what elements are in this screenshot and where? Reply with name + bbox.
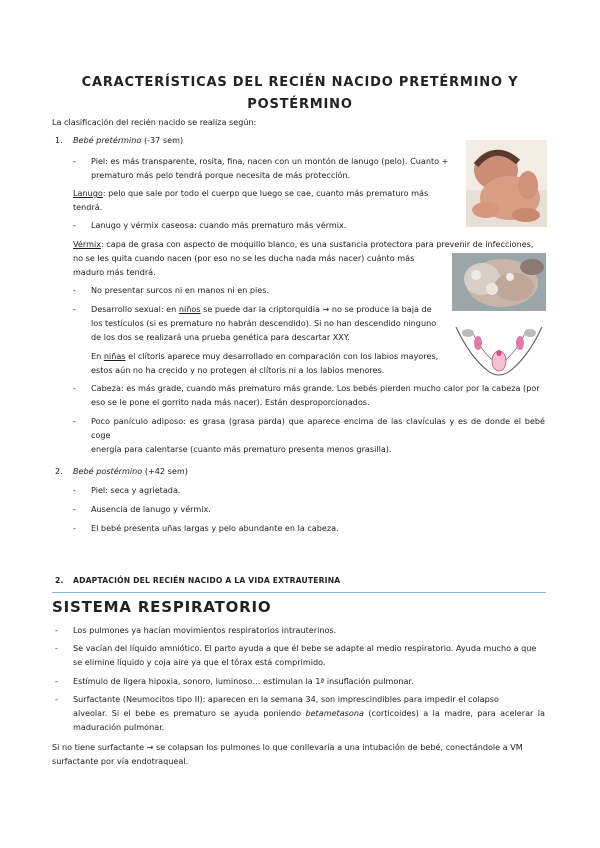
section-2-number: 2. — [55, 466, 63, 476]
closing-paragraph — [52, 740, 545, 768]
head-item — [91, 381, 545, 409]
bullet: - — [73, 156, 76, 166]
respiratory-heading: SISTEMA RESPIRATORIO — [52, 598, 272, 616]
lanugo-term: Lanugo — [73, 188, 103, 198]
lanugo-text: : pelo que sale por todo el cuerpo que luego se cae, cuanto más prematuro más — [102, 188, 429, 198]
respiratory-item2-line-1: Se vacían del líquido amniótico. El parto ayuda a que él bebe se adapte al medio respiratorio. Ayuda mucho a que — [73, 643, 537, 653]
bullet: - — [73, 523, 76, 533]
bullet: - — [73, 285, 76, 295]
bullet: - — [73, 504, 76, 514]
bullet: - — [73, 383, 76, 393]
girls-line-1 — [91, 349, 446, 363]
postterm-item: Piel: seca y agrietada. — [91, 485, 181, 495]
bullet: - — [73, 416, 76, 426]
respiratory-item2-line-2: se elimine líquido y coja aire ya que el tórax está comprimido. — [73, 657, 326, 667]
vernix-baby-image — [452, 253, 546, 311]
preterm-baby-image — [466, 140, 547, 227]
title-line-1: CARACTERÍSTICAS DEL RECIÉN NACIDO PRETÉRMINO Y — [81, 75, 519, 90]
respiratory-item: Los pulmones ya hacían movimientos respiratorios intrauterinos. — [73, 625, 337, 635]
bullet: - — [55, 676, 58, 686]
anatomy-sketch — [452, 317, 546, 383]
section-1-name: Bebé pretérmino — [73, 135, 142, 145]
adipose-line-1: Poco panículo adiposo: es grasa (grasa parda) que aparece encima de las clavículas y es de donde el bebé coge — [91, 416, 545, 440]
section-1-range: (-37 sem) — [143, 135, 184, 145]
head-line-1: Cabeza: es más grade, cuando más prematuro más grande. Los bebés pierden mucho calor por la cabeza (por — [91, 383, 540, 393]
sexual-development-item — [91, 302, 443, 344]
adipose-item — [91, 414, 545, 456]
surfactant-line-3: maduración pulmonar. — [73, 722, 165, 732]
girls-prefix: En — [91, 351, 104, 361]
vermix-line-1 — [73, 237, 545, 251]
title-line-2: POSTÉRMINO — [247, 97, 353, 112]
bullet: - — [55, 643, 58, 653]
closing-line-2: surfactante por vía endotraqueal. — [52, 756, 189, 766]
sexual-line-1 — [91, 302, 443, 316]
surfactant-line-2 — [73, 706, 545, 720]
section-2-name: Bebé postérmino — [73, 466, 143, 476]
bullet: - — [73, 304, 76, 314]
surcos-item: No presentar surcos ni en manos ni en pies. — [91, 285, 270, 295]
vernix-baby-photo — [452, 253, 546, 311]
postterm-item: Ausencia de lanugo y vérmix. — [91, 504, 211, 514]
bullet: - — [55, 625, 58, 635]
vermix-text: : capa de grasa con aspecto de moquillo blanco, es una sustancia protectora para prevenir de infecciones, — [101, 239, 534, 249]
vermix-line-3: maduro más tendrá. — [73, 267, 156, 277]
head-line-2: eso se le pone el gorrito nada más nacer). Están desproporcionados. — [91, 397, 370, 407]
section-2-heading — [73, 464, 188, 478]
page-title — [60, 72, 540, 116]
intro-text: La clasificación del recién nacido se realiza según: — [52, 117, 257, 127]
girls-term: niñas — [103, 351, 126, 361]
lanugo-vermix-item: Lanugo y vérmix caseosa: cuando más prematuro más vérmix. — [91, 220, 347, 230]
surfactant-item — [73, 692, 545, 734]
section-2-range: (+42 sem) — [144, 466, 188, 476]
closing-line-1: Si no tiene surfactante → se colapsan los pulmones lo que conllevaría a una intubación de bebé, conectándole a VM — [52, 742, 523, 752]
lanugo-definition — [73, 186, 461, 214]
adipose-line-2: energía para calentarse (cuanto más prematuro presenta menos grasilla). — [91, 444, 392, 454]
bullet: - — [73, 220, 76, 230]
section-1-heading — [73, 133, 183, 147]
sexual-prefix: Desarrollo sexual: en — [91, 304, 179, 314]
lanugo-line-2: tendrá. — [73, 202, 103, 212]
preterm-baby-photo — [466, 140, 547, 227]
respiratory-item: Estímulo de ligera hipoxia, sonoro, luminoso… estimulan la 1ª insuflación pulmonar. — [73, 676, 414, 686]
lanugo-line-1 — [73, 186, 461, 200]
postterm-item: El bebé presenta uñas largas y pelo abundante en la cabeza. — [91, 523, 339, 533]
adaptation-number: 2. — [55, 576, 64, 585]
sexual-text: se puede dar la criptorquidia → no se produce la baja de — [200, 304, 432, 314]
girls-text: el clítoris aparece muy desarrollado en comparación con los labios mayores, — [125, 351, 439, 361]
vermix-line-2: no se les quita cuando nacen (por eso no se les ducha nada más nacer) cuánto más — [73, 253, 415, 263]
surfactant-text-a: alveolar. Si el bebe es prematuro se ayuda poniendo — [73, 708, 306, 718]
bullet: - — [55, 694, 58, 704]
vermix-term: Vérmix — [73, 239, 101, 249]
adaptation-heading: ADAPTACIÓN DEL RECIÉN NACIDO A LA VIDA EXTRAUTERINA — [73, 576, 341, 585]
respiratory-item — [73, 641, 545, 669]
skin-line-2: prematuro más pelo tendrá porque necesita de más protección. — [91, 170, 351, 180]
girls-paragraph — [91, 349, 446, 377]
section-1-number: 1. — [55, 135, 63, 145]
surfactant-text-c: (corticoides) a la madre, para acelerar la — [363, 708, 545, 718]
betametasona-term: betametasona — [305, 708, 364, 718]
skin-item — [91, 154, 461, 182]
skin-line-1: Piel: es más transparente, rosita, fina, nacen con un montón de lanugo (pelo). Cuanto + — [91, 156, 449, 166]
surfactant-line-1: Surfactante (Neumocitos tipo II): aparecen en la semana 34, son imprescindibles para impedir el colapso — [73, 694, 499, 704]
girls-line-2: estos aún no ha crecido y no protegen al clítoris ni a los labios menores. — [91, 365, 385, 375]
bullet: - — [73, 485, 76, 495]
section-divider — [52, 592, 546, 593]
sexual-line-3: de los dos se realizará una prueba genética para descartar XXY. — [91, 332, 350, 342]
boys-term: niños — [178, 304, 201, 314]
sexual-line-2: los testículos (si es prematuro no habrán descendido). Si no han descendido ninguno — [91, 318, 437, 328]
anatomy-sketch-image — [452, 317, 546, 383]
